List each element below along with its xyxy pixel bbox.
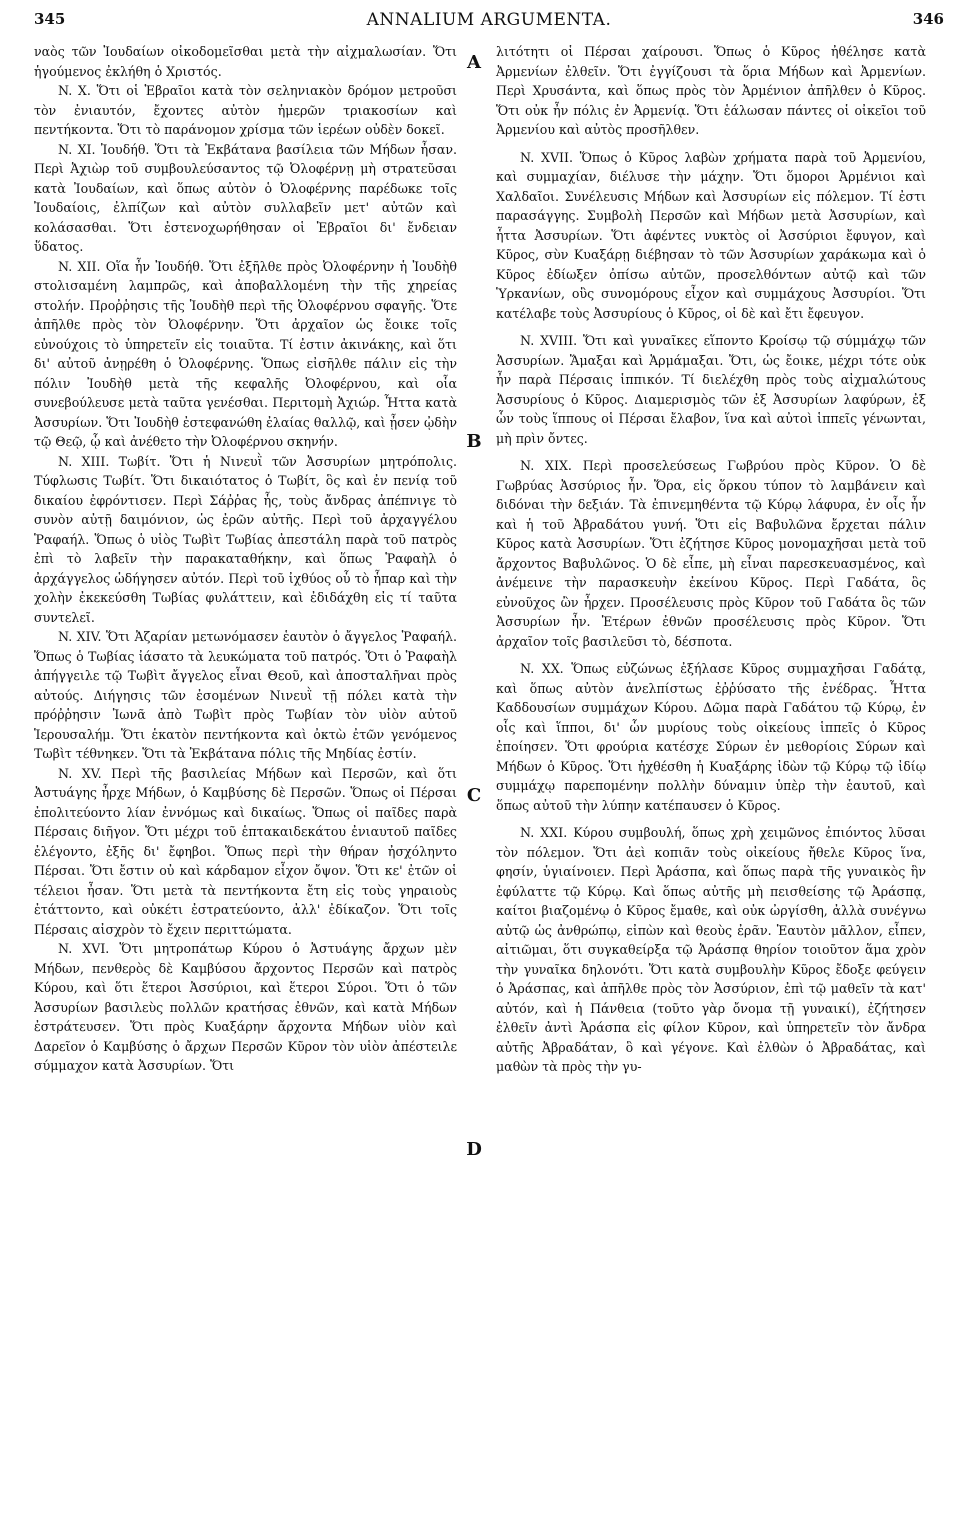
paragraph: λιτότητι οἱ Πέρσαι χαίρουσι. Ὅπως ὁ Κῦρος ἠθέλησε κατὰ Ἀρμενίων ἐλθεῖν. Ὅτι ἐγγίζουσι τὰ ὅρια Μήδων καὶ Ἀρμενίων. Περὶ Χρυσάντα, καὶ ὅπως πρὸς τὸν Ἀρμένιον ἀπῆλθεν ὁ Κῦρος. Ὅτι οὐκ ἦν πόλις ἐν Ἀρμενίᾳ. Ὅτι ἑάλωσαν πάντες οἱ οἰκεῖοι τοῦ Ἀρμενίου καὶ αὐτὸς προσῆλθεν. [496,44,926,137]
section-xi: N. XI. Ἰουδήθ. Ὅτι τὰ Ἐκβάτανα βασίλεια τῶν Μήδων ἦσαν. Περὶ Ἀχιὼρ τοῦ συμβουλεύσαντος τῷ Ὀλοφέρνῃ μὴ στρατεῦσαι κατὰ Ἰουδαίων, καὶ ὅπως αὐτὸν ὁ Ὀλοφέρνης παρέδωκε τοῖς Ἰουδαίοις, ἐλπίζων καὶ αὐτὸν συλλαβεῖν μετ' αὐτῶν καὶ κολάσασθαι. Ὅτι ἐστενοχωρήθησαν οἱ Ἑβραῖοι δι' ἔνδειαν ὕδατος. [34,141,457,254]
section-x: N. X. Ὅτι οἱ Ἑβραῖοι κατὰ τὸν σεληνιακὸν δρόμον μετροῦσι τὸν ἐνιαυτόν, ἔχοντες αὐτὸν ἡμερῶν τριακοσίων καὶ πεντήκοντα. Ὅτι τὸ παράνομον χρίσμα τῶν ἱερέων οὐδὲν δοκεῖ. [34,83,457,137]
paragraph: ναὸς τῶν Ἰουδαίων οἰκοδομεῖσθαι μετὰ τὴν αἰχμαλωσίαν. Ὅτι ἡγούμενος ἐκλήθη ὁ Χριστός. [34,44,457,79]
margin-marker-d: D [466,1139,482,1160]
page-header [34,10,944,36]
section-xvii: N. XVII. Ὅπως ὁ Κῦρος λαβὼν χρήματα παρὰ τοῦ Ἀρμενίου, καὶ συμμαχίαν, διέλυσε τὴν μάχην. Ὅτι ὅμοροι Ἀρμένιοι καὶ Χαλδαῖοι. Συνέλευσις Μήδων καὶ Ἀσσυρίων εἰς πόλεμον. Τί ἐστι παρασάγγης. Συμβολὴ Περσῶν καὶ Μήδων μετὰ Ἀσσυρίων, καὶ ἧττα Ἀσσυρίων. Ὅτι ἀφέντες νυκτὸς οἱ Ἀσσύριοι ἔφυγον, καὶ Κῦρος, σὺν Κυαξάρῃ διέβησαν τὸ τῶν Ἀσσυρίων χαράκωμα καὶ ὁ Κῦρος ἐδίωξεν ὀπίσω αὐτῶν, προσελθόντων αὐτῷ καὶ τῶν Ὑρκανίων, οὓς συνομόρους εἶχον καὶ συμμάχους Ἀσσυρίοι. Ὅτι κατέλαβε τοὺς Ἀσσυρίους ὁ Κῦρος, οἱ δὲ καὶ ἔτι ἔφευγον. [496,149,926,321]
section-xx: N. XX. Ὅπως εὐζώνως ἐξήλασε Κῦρος συμμαχῆσαι Γαδάτᾳ, καὶ ὅπως αὐτὸν ἀνελπίστως ἐῤῥύσατο τῆς ἐνέδρας. Ἧττα Καδδουσίων συμμάχων Κύρου. Δῶμα παρὰ Γαδάτου τῷ Κύρῳ, ἐν οἷς καὶ ἵπποι, δι' ὧν μυρίους τοὺς οἰκείους ἱππεῖς ὁ Κῦρος ἐποίησεν. Ὅτι φρούρια κατέσχε Σύρων ἐν μεθορίοις Σύρων καὶ Μήδων ὁ Κῦρος. Ὅτι ἠχθέσθη ἡ Κυαξάρης ἰδὼν τῷ Κύρῳ τῷ ἰδίῳ συμμάχῳ παρεπομένην πολλὴν δύναμιν ὑπὲρ τὴν ἑαυτοῦ, καὶ ὅπως αὐτοῦ τὴν λύπην κατέπαυσεν ὁ Κῦρος. [496,661,926,813]
section-xv: N. XV. Περὶ τῆς βασιλείας Μήδων καὶ Περσῶν, καὶ ὅτι Ἀστυάγης ἦρχε Μήδων, ὁ Καμβύσης δὲ Περσῶν. Ὅπως οἱ Πέρσαι ἐπολιτεύοντο λίαν ἐννόμως καὶ δικαίως. Ὅπως οἱ παῖδες παρὰ Πέρσαις διῆγον. Ὅτι μέχρι τοῦ ἑπτακαιδεκάτου ἐνιαυτοῦ παῖδες ἐλέγοντο, ἐξῆς δι' ἔφηβοι. Ὅπως περὶ τὴν θήραν ἠσχόληντο Πέρσαι. Ὅτι ἔστιν οὐ καὶ κάρδαμον εἶχον ὄψον. Ὅτι κε' ἐτῶν οἱ τέλειοι ἦσαν. Ὅτι μετὰ τὰ πεντήκοντα ἔτη εἰς τοὺς γηραιοὺς ἐτάττοντο, καὶ οὐκέτι ἐστρατεύοντο, ἀλλ' ἐδίκαζον. Ὅτι τοῖς Πέρσαις αἰσχρὸν τὸ ἔχειν περιττώματα. [34,765,457,937]
section-xii: N. XII. Οἵα ἦν Ἰουδήθ. Ὅτι ἐξῆλθε πρὸς Ὀλοφέρνην ἡ Ἰουδὴθ στολισαμένη λαμπρῶς, καὶ ἀποβαλλομένη τὴν τῆς χηρείας στολήν. Προῤῥησις τῆς Ἰουδὴθ περὶ τῆς Ὀλοφέρνου σφαγῆς. Ὅτε ἀπῆλθε πρὸς τὸν Ὀλοφέρνην. Ὅτι ἀρχαῖον ὡς ἔοικε τοῖς εὐνούχοις τὸ ὑπηρετεῖν εἰς τοιαῦτα. Τί ἐστιν ἀκινάκης, καὶ ὅτι δι' αὐτοῦ ἀνῃρέθη ὁ Ὀλοφέρνης. Ὅπως εἰσῆλθε πάλιν εἰς τὴν πόλιν Ἰουδὴθ μετὰ τῆς κεφαλῆς Ὀλοφέρνου, καὶ οἷα συνεβούλευσε μετὰ ταῦτα γενέσθαι. Περιτομὴ Ἀχιώρ. Ἧττα κατὰ Ἀσσυρίων. Ὅτι Ἰουδὴθ ἐστεφανώθη ἐλαίας θαλλῷ, καὶ ᾖσεν ᾠδὴν τῷ Θεῷ, ᾧ καὶ ἀνέθετο τὴν Ὀλοφέρνου σκηνήν. [34,258,457,449]
section-xix: N. XIX. Περὶ προσελεύσεως Γωβρύου πρὸς Κῦρον. Ὁ δὲ Γωβρύας Ἀσσύριος ἦν. Ὅρα, εἰς ὅρκου τύπον τὸ λαμβάνειν καὶ διδόναι τὴν δεξιάν. Τὰ ἐπινεμηθέντα τῷ Κύρῳ λάφυρα, ἐν οἷς ἦν καὶ ἡ τοῦ Ἀβραδάτου γυνή. Ὅτι εἰς Βαβυλῶνα ἔρχεται πάλιν Κῦρος κατὰ Ἀσσυρίων. Ὅτι ἐζήτησε Κῦρος μονομαχῆσαι μετὰ τοῦ ἄρχοντος Βαβυλῶνος. Ὁ δὲ εἶπε, μὴ εἶναι παρεσκευασμένος, καὶ ἀνέμεινε τὴν παρασκευὴν ἐκείνου Κῦρος. Περὶ Γαδάτα, ὃς εὐνοῦχος ὢν ἦρχεν. Προσέλευσις πρὸς Κῦρον τοῦ Γαδάτα ὃς τῶν Ἀσσυρίων ἦν. Ἑτέρων ἐθνῶν προσέλευσις πρὸς Κῦρον. Ὅτι ἀρχαῖον τοῖς βασιλεῦσι τὸ, δέσποτα. [496,458,926,649]
margin-marker-c: C [466,785,482,806]
margin-marker-a: A [467,52,481,73]
right-column [496,42,926,1077]
section-xiii: N. XIII. Τωβίτ. Ὅτι ἡ Νινευῒ τῶν Ἀσσυρίων μητρόπολις. Τύφλωσις Τωβίτ. Ὅτι δικαιότατος ὁ Τωβίτ, ὃς καὶ ἐν πενίᾳ τοῦ δικαίου ἐφρόντισεν. Περὶ Σάῤῥας ἧς, τοὺς ἄνδρας ἀπέπνιγε τὸ συνὸν αὐτῇ δαιμόνιον, ὡς ἐρῶν αὐτῆς. Περὶ τοῦ ἀρχαγγέλου Ῥαφαήλ. Ὅπως ὁ υἱὸς Τωβὶτ Τωβίας ἀπεστάλη παρὰ τοῦ πατρὸς ἐπὶ τὸ λαβεῖν τὴν παρακαταθήκην, καὶ ὅπως Ῥαφαὴλ ὁ ἀρχάγγελος ὡδήγησεν αὐτόν. Περὶ τοῦ ἰχθύος οὗ τὸ ἧπαρ καὶ τὴν χολὴν ἐκεκεύσθη Τωβίας φυλάττειν, καὶ ἐδιδάχθη εἰς τί ταῦτα συντελεῖ. [34,453,457,625]
left-column [34,42,457,1076]
section-xvi: N. XVI. Ὅτι μητροπάτωρ Κύρου ὁ Ἀστυάγης ἄρχων μὲν Μήδων, πενθερὸς δὲ Καμβύσου ἄρχοντος Περσῶν καὶ πατρὸς Κύρου, καὶ ὅτι ἕτεροι Ἀσσύριοι, καὶ ἕτεροι Σύροι. Ὅτι ὁ τῶν Ἀσσυρίων βασιλεὺς πολλῶν κρατήσας ἐθνῶν, καὶ κατὰ Μήδων ἐστράτευσεν. Ὅτι πρὸς Κυαξάρην ἄρχοντα Μήδων υἱὸν καὶ Δαρεῖον ὁ Καμβύσης ὁ ἄρχων Περσῶν Κῦρον τὸν υἱὸν ἀπέστειλε σύμμαχον κατὰ Ἀσσυρίων. Ὅτι [34,941,457,1073]
margin-marker-b: B [466,431,482,452]
section-xiv: N. XIV. Ὅτι Ἀζαρίαν μετωνόμασεν ἑαυτὸν ὁ ἄγγελος Ῥαφαήλ. Ὅπως ὁ Τωβίας ἰάσατο τὰ λευκώματα τοῦ πατρός. Ὅτι ὁ Ῥαφαὴλ ἀπήγγειλε τῷ Τωβὶτ ἄγγελος εἶναι Θεοῦ, καὶ ἀποσταλῆναι πρὸς αὐτούς. Διήγησις τῶν ἐσομένων Νινευῒ τῇ πόλει κατὰ τὴν πρόῤῥησιν Ἰωνᾶ ἀπὸ Τωβὶτ πρὸς Τωβίαν τὸν υἱὸν αὐτοῦ Ἱερουσαλήμ. Ὅτι ἑκατὸν πεντήκοντα καὶ ὀκτὼ ἐτῶν γενόμενος Τωβὶτ τέθνηκεν. Ὅτι τὰ Ἐκβάτανα πόλις τῆς Μηδίας ἐστίν. [34,629,457,761]
page-number-right: 346 [912,10,944,28]
section-xxi: N. XXI. Κύρου συμβουλή, ὅπως χρὴ χειμῶνος ἐπιόντος λῦσαι τὸν πόλεμον. Ὅτι ἀεὶ κοπιᾶν τοὺς οἰκείους ἤθελε Κῦρος ἵνα, φησίν, ὑγιαίνοιεν. Περὶ Ἀράσπα, καὶ ὅπως παρὰ τῆς γυναικὸς ἣν ἐφύλαττε τῷ Κύρῳ. Καὶ ὅπως αὐτῆς μὴ πεισθείσης τῷ Ἀράσπᾳ, καίτοι βιαζομένῳ ὁ Κῦρος ἔμαθε, καὶ οὐκ ὠργίσθη, ἀλλὰ συνέγνω αὐτῷ ὡς ἀνθρώπῳ, εἰπὼν καὶ θεοὺς ἐρᾶν. Ἑαυτὸν μᾶλλον, εἶπεν, αἰτιῶμαι, ὅτι συγκαθείρξα τῷ Ἀράσπᾳ θηρίον τοιοῦτον ἅμα χρὸν τὴν γυναῖκα δηλονότι. Ὅτι κατὰ συμβουλὴν Κῦρος ἔδοξε φεύγειν ὁ Ἀράσπας, καὶ ἀπῆλθε πρὸς τὸν Ἀσσύριον, ἐπὶ τῷ μαθεῖν τὰ κατ' αὐτόν, καὶ ἡ Πάνθεια (τοῦτο γὰρ ὄνομα τῇ γυναικί), ἐζήτησεν ἐλθεῖν ἀντὶ Ἀράσπα εἰς φίλον Κῦρον, καὶ ὑπηρετεῖν τὸν ἄνδρα αὐτῆς Ἀβραδάταν, ὃ καὶ γέγονε. Καὶ ἐλθὼν ὁ Ἀβραδάτας, καὶ μαθὼν τὰ πρὸς τὴν γυ- [496,825,926,1074]
running-title: ANNALIUM ARGUMENTA. [366,10,612,30]
section-xviii: N. XVIII. Ὅτι καὶ γυναῖκες εἵποντο Κροίσῳ τῷ σύμμάχῳ τῶν Ἀσσυρίων. Ἅμαξαι καὶ Ἁρμάμαξαι. Ὅτι, ὡς ἔοικε, μέχρι τότε οὐκ ἦν παρὰ Πέρσαις ἱππικόν. Τί διελέχθη πρὸς τοὺς αἰχμαλώτους Ἀσσυρίους ὁ Κῦρος. Διαμερισμὸς τῶν ἐξ Ἀσσυρίων λαφύρων, ἐξ ὧν τοὺς ἵππους οἱ Πέρσαι ἔλαβον, ἵνα καὶ αὐτοὶ ἱππεῖς γένωνται, μὴ πρὶν ὄντες. [496,333,926,446]
page-number-left: 345 [34,10,66,28]
